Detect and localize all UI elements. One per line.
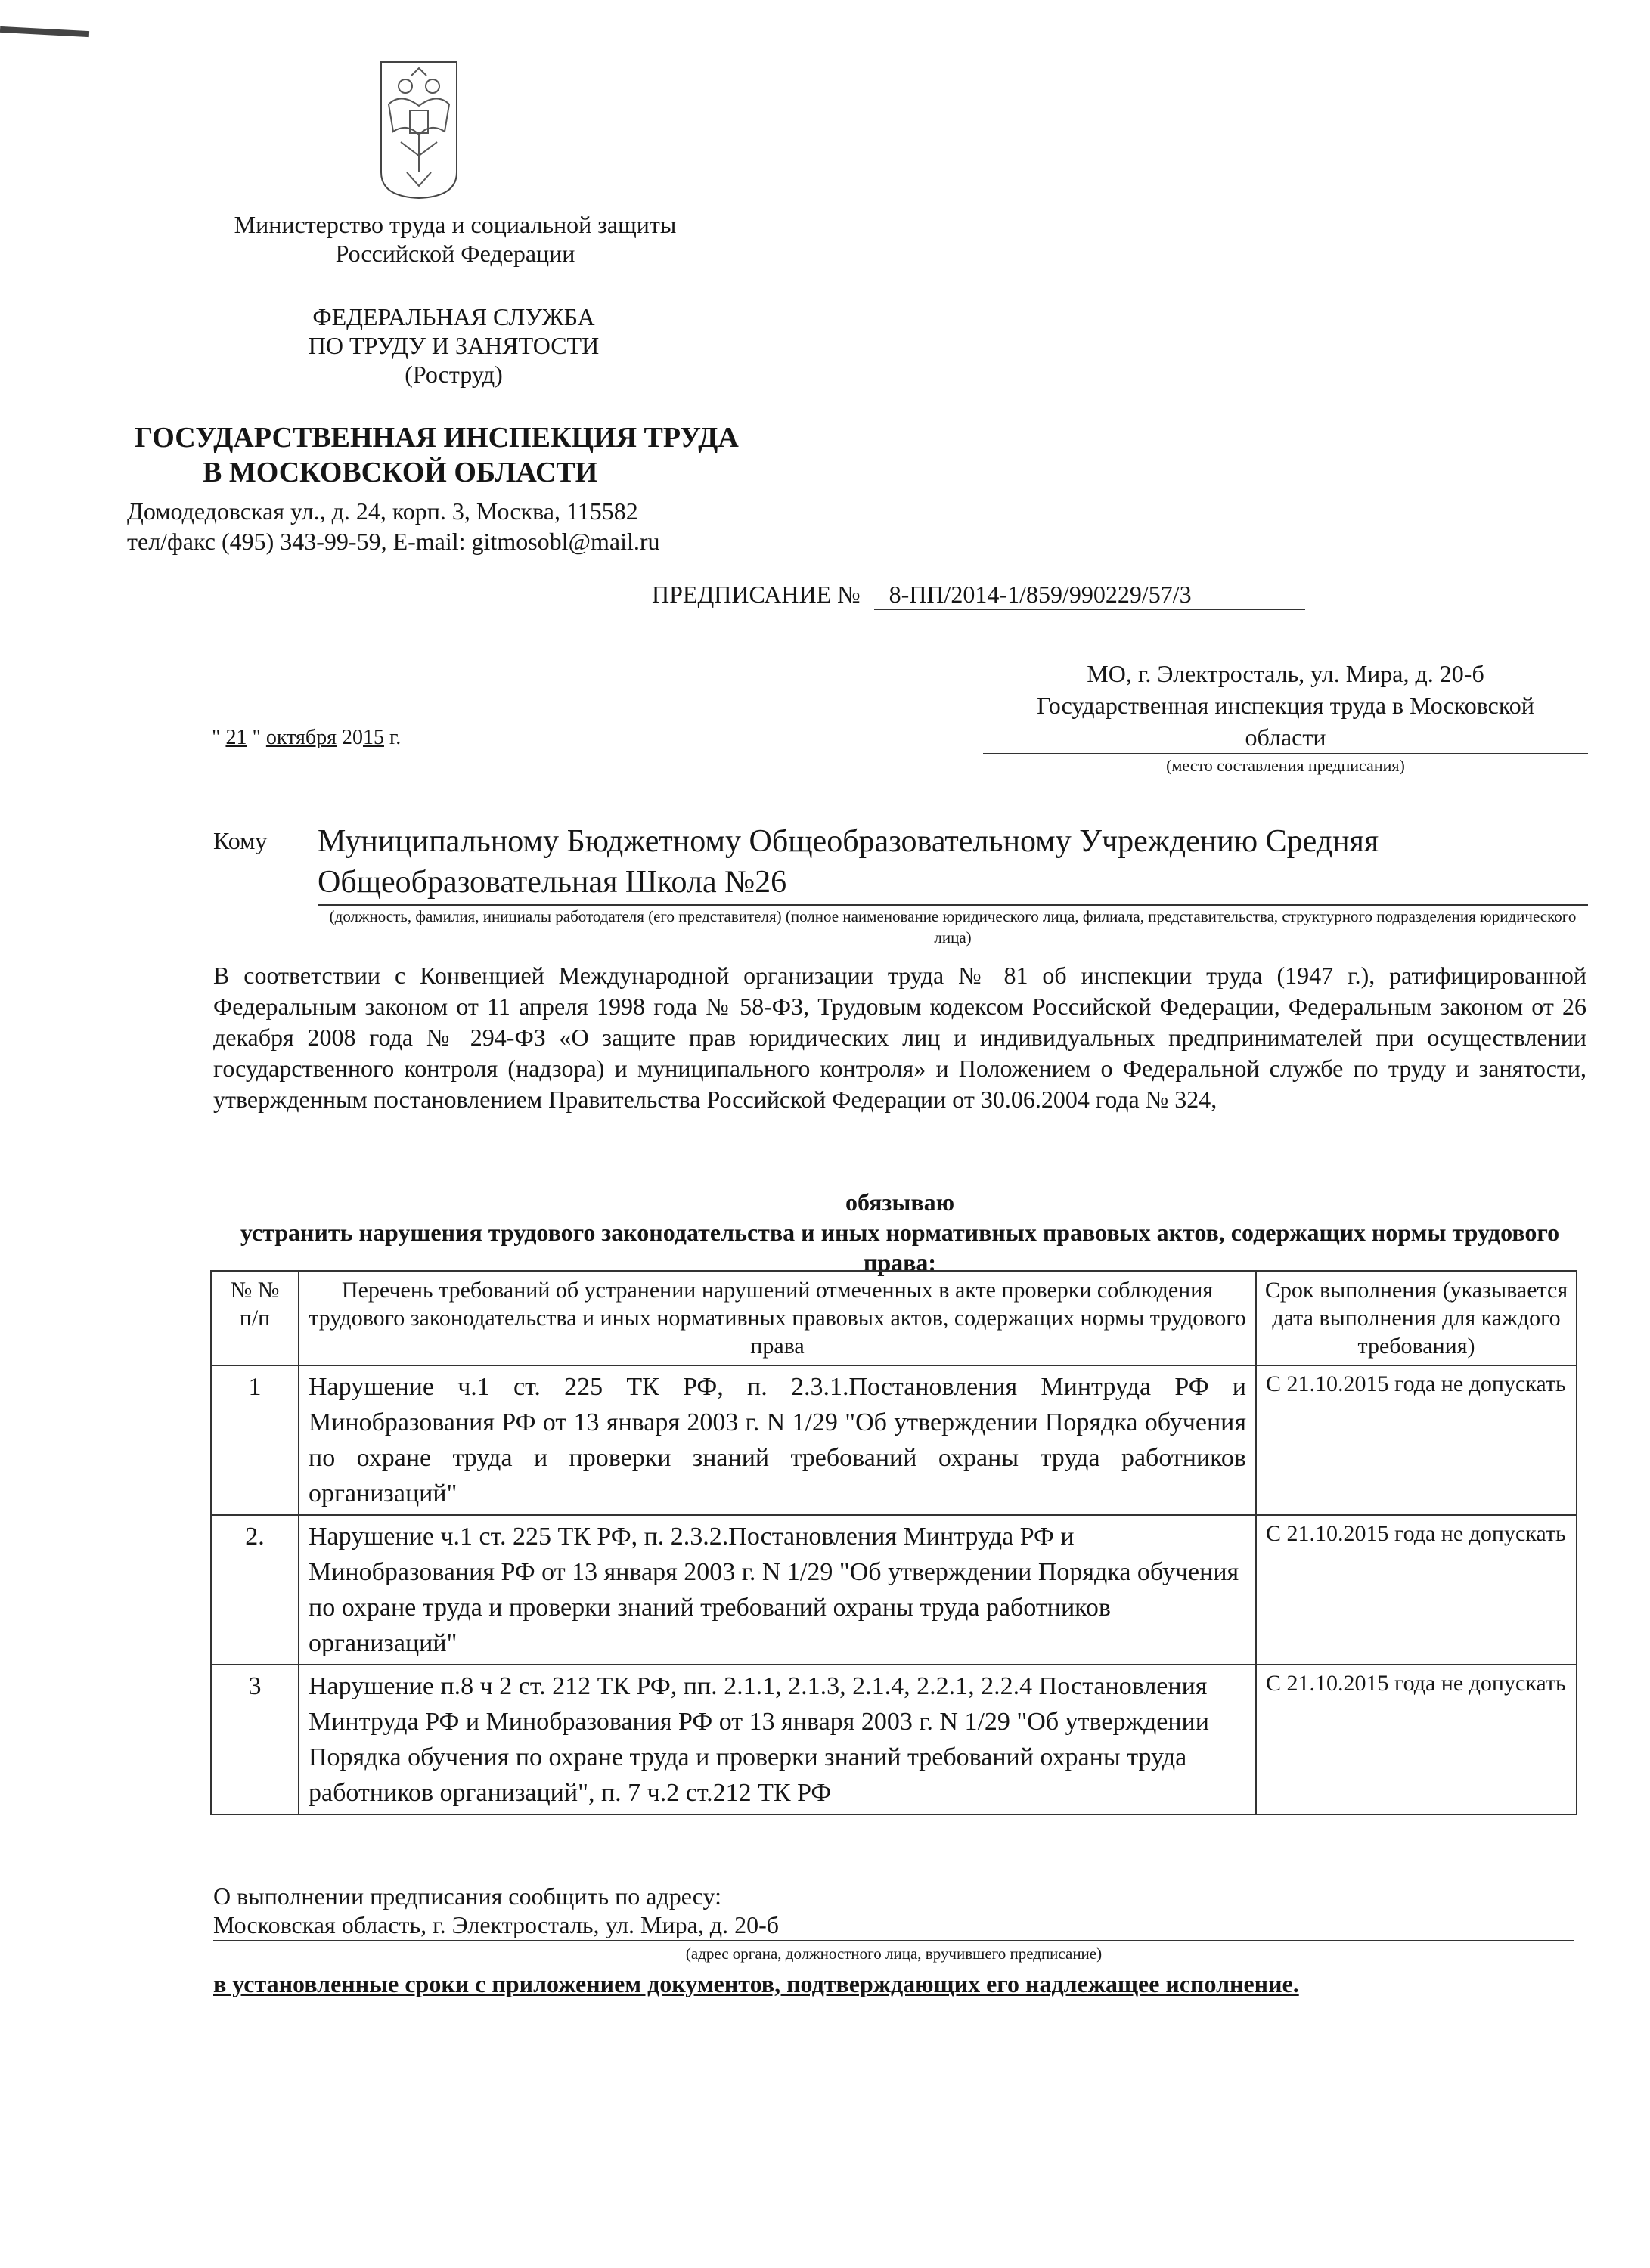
place-line-3: области	[983, 721, 1588, 754]
inspection-line-2: В МОСКОВСКОЙ ОБЛАСТИ	[203, 457, 598, 488]
row-num: 1	[211, 1365, 299, 1515]
ministry-header	[206, 210, 705, 268]
requirements-table	[210, 1270, 1577, 1815]
row-num: 3	[211, 1665, 299, 1814]
inspection-phone-email: тел/факс (495) 343-99-59, E-mail: gitmosobl@mail.ru	[127, 528, 660, 555]
date-year-suffix: 15	[362, 726, 384, 749]
inspection-address: Домодедовская ул., д. 24, корп. 3, Москва, 115582	[127, 497, 638, 525]
row-num: 2.	[211, 1515, 299, 1665]
table-header-row	[211, 1271, 1577, 1365]
inspection-contacts	[127, 496, 808, 556]
row-requirement: Нарушение п.8 ч 2 ст. 212 ТК РФ, пп. 2.1.1, 2.1.3, 2.1.4, 2.2.1, 2.2.4 Постановления Минтруда РФ и Минобразования РФ от 13 января 2003 г. N 1/29 "Об утверждении Порядка обучения по охране труда и проверки знаний требований охраны труда работников организаций", п. 7 ч.2 ст.212 ТК РФ	[299, 1665, 1256, 1814]
column-header-num: № № п/п	[211, 1271, 299, 1365]
date-month: октября	[265, 726, 337, 749]
report-label: О выполнении предписания сообщить по адресу:	[213, 1882, 721, 1910]
ministry-line-2: Российской Федерации	[335, 240, 575, 267]
place-block	[983, 658, 1588, 777]
place-line-1: МО, г. Электросталь, ул. Мира, д. 20-б	[1087, 660, 1484, 687]
service-header	[265, 302, 643, 389]
row-requirement: Нарушение ч.1 ст. 225 ТК РФ, п. 2.3.1.Постановления Минтруда РФ и Минобразования РФ от 13 января 2003 г. N 1/29 "Об утверждении Порядка обучения по охране труда и проверки знаний требований охраны труда работников организаций"	[299, 1365, 1256, 1515]
table-row	[211, 1365, 1577, 1515]
date-suffix: г.	[389, 726, 402, 749]
order-date	[212, 726, 401, 750]
table-row	[211, 1515, 1577, 1665]
preamble-text: В соответствии с Конвенцией Международной организации труда № 81 об инспекции труда (1947 г.), ратифицированной Федеральным законом от 11 апреля 1998 года № 58-ФЗ, Трудовым кодексом Российской Федерации, Федеральным законом от 26 декабря 2008 года № 294-ФЗ «О защите прав юридических лиц и индивидуальных предпринимателей при осуществлении государственного контроля (надзора) и муниципального контроля» и Положением о Федеральной службе по труду и занятости, утвержденным постановлением Правительства Российской Федерации от 30.06.2004 года № 324,	[213, 962, 1586, 1113]
date-day: 21	[225, 726, 247, 749]
obligation-block	[213, 1187, 1586, 1278]
order-number-line	[652, 581, 1305, 610]
column-header-requirement: Перечень требований об устранении нарушений отмеченных в акте проверки соблюдения трудового законодательства и иных нормативных правовых актов, содержащих нормы трудового права	[299, 1271, 1256, 1365]
final-instruction: в установленные сроки с приложением документов, подтверждающих его надлежащее исполнение.	[213, 1970, 1299, 1997]
russian-coat-of-arms-icon	[378, 59, 460, 200]
recipient-label: Кому	[213, 827, 268, 854]
service-line-1: ФЕДЕРАЛЬНАЯ СЛУЖБА	[312, 303, 595, 330]
row-deadline: С 21.10.2015 года не допускать	[1256, 1515, 1577, 1665]
service-line-3: (Роструд)	[405, 361, 503, 388]
row-deadline: С 21.10.2015 года не допускать	[1256, 1365, 1577, 1515]
scan-mark	[0, 26, 89, 37]
table-row	[211, 1665, 1577, 1814]
date-quote-close: "	[252, 726, 261, 749]
inspection-header	[130, 420, 780, 490]
report-address: Московская область, г. Электросталь, ул. Мира, д. 20-б	[213, 1910, 1574, 1941]
column-header-deadline: Срок выполнения (указывается дата выполнения для каждого требования)	[1256, 1271, 1577, 1365]
obligation-line-1: обязываю	[845, 1188, 955, 1216]
row-deadline: С 21.10.2015 года не допускать	[1256, 1665, 1577, 1814]
inspection-line-1: ГОСУДАРСТВЕННАЯ ИНСПЕКЦИЯ ТРУДА	[135, 422, 739, 454]
report-caption: (адрес органа, должностного лица, вручившего предписание)	[685, 1944, 1103, 1963]
place-line-2: Государственная инспекция труда в Московской	[1037, 692, 1534, 719]
recipient-caption: (должность, фамилия, инициалы работодателя (его представителя) (полное наименование юридического лица, филиала, представительства, структурного подразделения юридического лица)	[329, 907, 1577, 947]
order-label: ПРЕДПИСАНИЕ №	[652, 581, 861, 608]
service-line-2: ПО ТРУДУ И ЗАНЯТОСТИ	[308, 332, 600, 359]
date-year-prefix: 20	[341, 726, 363, 749]
recipient-name: Муниципальному Бюджетному Общеобразовательному Учреждению Средняя Общеобразовательная Школа №26	[318, 821, 1588, 906]
order-number: 8-ПП/2014-1/859/990229/57/3	[874, 581, 1305, 610]
obligation-line-2: устранить нарушения трудового законодательства и иных нормативных правовых актов, содержащих нормы трудового права:	[240, 1219, 1560, 1276]
row-requirement: Нарушение ч.1 ст. 225 ТК РФ, п. 2.3.2.Постановления Минтруда РФ и Минобразования РФ от 13 января 2003 г. N 1/29 "Об утверждении Порядка обучения по охране труда и проверки знаний требований охраны труда работников организаций"	[299, 1515, 1256, 1665]
place-caption: (место составления предписания)	[1166, 756, 1405, 775]
ministry-line-1: Министерство труда и социальной защиты	[234, 211, 677, 238]
date-quote-open: "	[212, 726, 221, 749]
